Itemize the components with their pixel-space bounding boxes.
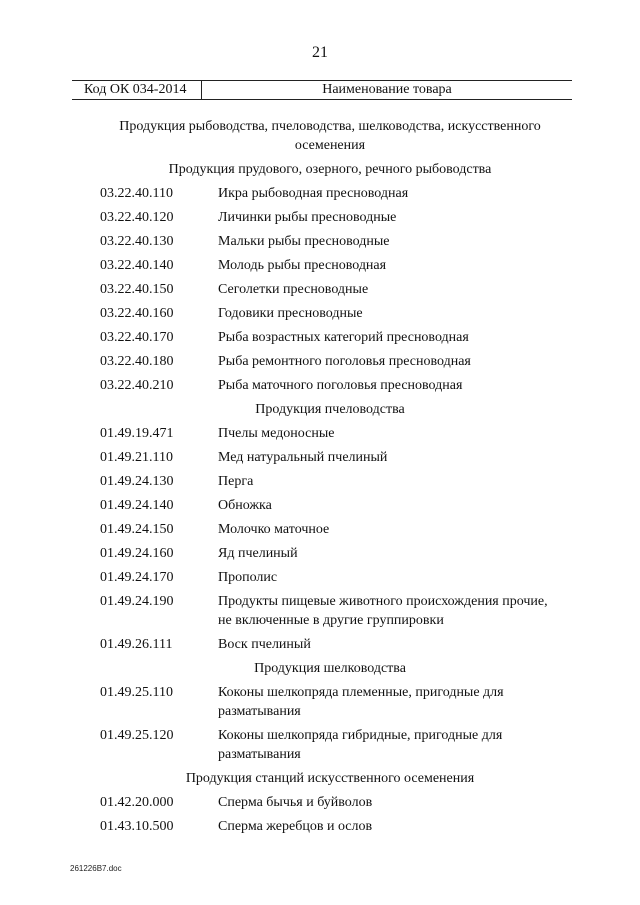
code-column-header: Код ОК 034-2014 — [72, 81, 202, 99]
product-code: 01.49.19.471 — [100, 426, 174, 441]
product-row — [100, 208, 560, 227]
product-row — [100, 448, 560, 467]
section-heading: Продукция шелководства — [254, 661, 406, 676]
product-name: Воск пчелиный — [218, 637, 311, 652]
product-name: Перга — [218, 474, 254, 489]
product-name: Икра рыбоводная пресноводная — [218, 186, 409, 201]
product-code: 01.49.21.110 — [100, 450, 173, 465]
product-name: Коконы шелкопряда гибридные, пригодные для разматывания — [218, 728, 503, 762]
product-row — [100, 592, 560, 630]
product-row — [100, 376, 560, 395]
product-row — [100, 793, 560, 812]
product-name: Сперма бычья и буйволов — [218, 795, 373, 810]
product-code: 03.22.40.110 — [100, 186, 173, 201]
product-name: Молодь рыбы пресноводная — [218, 258, 387, 273]
product-name: Молочко маточное — [218, 522, 330, 537]
product-row — [100, 424, 560, 443]
product-code: 03.22.40.210 — [100, 378, 174, 393]
product-name: Продукты пищевые животного происхождения прочие, не включенные в другие группировки — [218, 594, 548, 628]
product-name: Коконы шелкопряда племенные, пригодные для разматывания — [218, 685, 504, 719]
page-number: 21 — [312, 44, 328, 61]
product-name: Рыба возрастных категорий пресноводная — [218, 330, 469, 345]
product-code: 03.22.40.170 — [100, 330, 174, 345]
product-row — [100, 472, 560, 491]
product-row — [100, 232, 560, 251]
product-row — [100, 683, 560, 721]
product-row — [100, 635, 560, 654]
name-column-header: Наименование товара — [322, 82, 452, 97]
product-row — [100, 817, 560, 836]
product-code: 01.49.24.160 — [100, 546, 174, 561]
product-name: Рыба ремонтного поголовья пресноводная — [218, 354, 471, 369]
product-row — [100, 544, 560, 563]
product-row — [100, 352, 560, 371]
product-name: Сперма жеребцов и ослов — [218, 819, 373, 834]
product-name: Мальки рыбы пресноводные — [218, 234, 390, 249]
product-name: Сеголетки пресноводные — [218, 282, 369, 297]
product-row — [100, 568, 560, 587]
product-row — [100, 256, 560, 275]
product-row — [100, 520, 560, 539]
product-name: Пчелы медоносные — [218, 426, 335, 441]
product-code: 03.22.40.180 — [100, 354, 174, 369]
product-row — [100, 496, 560, 515]
product-code: 01.42.20.000 — [100, 795, 174, 810]
product-code: 03.22.40.120 — [100, 210, 174, 225]
product-row — [100, 726, 560, 764]
section-heading: Продукция пчеловодства — [255, 402, 405, 417]
document-filename: 261226B7.doc — [70, 864, 122, 873]
section-heading: Продукция станций искусственного осеменения — [185, 771, 475, 786]
product-name: Годовики пресноводные — [218, 306, 363, 321]
product-name: Прополис — [218, 570, 278, 585]
product-code: 01.49.24.130 — [100, 474, 174, 489]
section-heading: Продукция рыбоводства, пчеловодства, шелководства, искусственного осеменения — [119, 119, 541, 153]
product-name: Рыба маточного поголовья пресноводная — [218, 378, 463, 393]
product-code: 03.22.40.140 — [100, 258, 174, 273]
product-name: Яд пчелиный — [218, 546, 298, 561]
table-header — [72, 80, 572, 100]
product-name: Обножка — [218, 498, 272, 513]
product-code: 01.49.24.140 — [100, 498, 174, 513]
product-row — [100, 304, 560, 323]
product-code: 01.49.24.190 — [100, 594, 174, 609]
product-code: 01.43.10.500 — [100, 819, 174, 834]
product-code: 03.22.40.160 — [100, 306, 174, 321]
product-code: 01.49.24.170 — [100, 570, 174, 585]
product-name: Мед натуральный пчелиный — [218, 450, 388, 465]
product-row — [100, 184, 560, 203]
section-heading: Продукция прудового, озерного, речного рыбоводства — [168, 162, 492, 177]
product-name: Личинки рыбы пресноводные — [218, 210, 397, 225]
product-code: 03.22.40.150 — [100, 282, 174, 297]
product-code: 01.49.24.150 — [100, 522, 174, 537]
product-list — [100, 117, 560, 841]
product-code: 03.22.40.130 — [100, 234, 174, 249]
product-code: 01.49.25.110 — [100, 685, 173, 700]
product-row — [100, 328, 560, 347]
product-row — [100, 280, 560, 299]
product-code: 01.49.26.111 — [100, 637, 173, 652]
product-code: 01.49.25.120 — [100, 728, 174, 743]
